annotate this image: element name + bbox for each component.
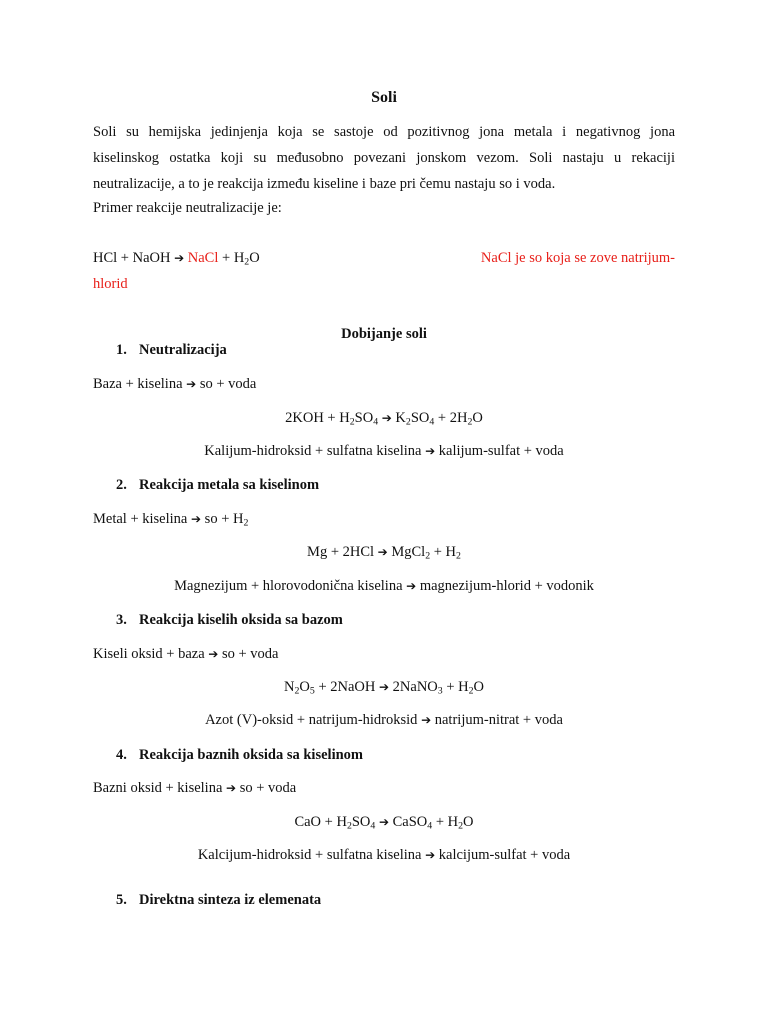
method-5-title: Direktna sinteza iz elemenata [139,892,322,908]
arrow-icon: ➔ [186,377,197,391]
method-2-general-left: Metal + kiselina [93,511,188,527]
example-reaction [93,251,260,266]
arrow-icon: ➔ [425,848,436,862]
method-1-heading [116,343,227,358]
method-3-words-left: Azot (V)-oksid + natrijum-hidroksid [205,712,418,728]
method-1-number: 1. [116,342,127,358]
reaction-arrow-icon: ➔ [174,251,185,265]
intro-line-2: kiselinskog ostatka koji su međusobno povezani jonskom vezom. Soli nastaju u rekaciji [93,150,675,166]
example-note-line1: NaCl je so koja se zove natrijum- [480,250,675,266]
method-3-equation: $N_2O_5$ + 2NaOH ➔ 2NaNO$_3$ + $H_2O$ [284,679,484,697]
method-3-title: Reakcija kiselih oksida sa bazom [139,612,343,628]
example-water-h: H [233,250,245,266]
arrow-icon: ➔ [378,680,390,694]
page-title: Soli [371,89,397,106]
method-2-heading [116,478,319,493]
method-1-words-left: Kalijum-hidroksid + sulfatna kiselina [204,443,422,459]
arrow-icon: ➔ [377,545,388,559]
method-2-words [0,579,768,594]
method-1-title: Neutralizacija [139,342,227,358]
method-4-words-right: kalcijum-sulfat + voda [438,847,571,863]
intro-line-1: Soli su hemijska jedinjenja koja se sastoje od pozitivnog jona metala i negativnog jona [93,124,675,140]
method-3-number: 3. [116,612,127,628]
method-3-general-right: so + voda [221,646,279,662]
section-heading: Dobijanje soli [341,326,427,342]
arrow-icon: ➔ [381,411,392,425]
method-4-general-left: Bazni oksid + kiselina [93,780,223,796]
method-1-words [0,444,768,459]
method-3-words-right: natrijum-nitrat + voda [434,712,563,728]
method-4-title: Reakcija baznih oksida sa kiselinom [139,747,363,763]
method-2-general-right: so + H [204,511,244,527]
example-water-o: O [249,250,260,266]
method-2-general-sub: 2 [243,517,249,529]
method-4-number: 4. [116,747,127,763]
method-1-general [93,377,256,392]
method-3-heading [116,613,343,628]
arrow-icon: ➔ [425,444,436,458]
method-4-heading [116,748,363,763]
arrow-icon: ➔ [190,512,202,526]
arrow-icon: ➔ [378,815,390,829]
method-4-words-left: Kalcijum-hidroksid + sulfatna kiselina [197,847,422,863]
arrow-icon: ➔ [208,647,219,661]
method-1-words-right: kalijum-sulfat + voda [438,443,564,459]
example-note-line2: hlorid [93,276,128,292]
method-4-words [0,848,768,863]
intro-line-3: neutralizacije, a to je reakcija između kiseline i baze pri čemu nastaju so i voda. [93,176,556,192]
arrow-icon: ➔ [421,713,432,727]
method-1-general-left: Baza + kiselina [93,376,183,392]
method-2-general [93,512,248,527]
method-2-title: Reakcija metala sa kiselinom [139,477,320,493]
example-plus: + [218,250,234,266]
method-5-heading [116,893,321,908]
example-label: Primer reakcije neutralizacije je: [93,200,282,216]
method-3-words [0,713,768,728]
method-2-words-right: magnezijum-hlorid + vodonik [419,578,594,594]
method-2-equation: Mg + 2HCl ➔ MgCl$_2$ + $H_2$ [307,544,461,562]
method-2-words-left: Magnezijum + hlorovodonična kiselina [174,578,403,594]
method-4-equation: CaO + $H_2SO_4$ ➔ CaSO$_4$ + $H_2O$ [294,814,474,832]
method-4-general-right: so + voda [239,780,297,796]
method-3-general-left: Kiseli oksid + baza [93,646,205,662]
example-salt: NaCl [187,250,219,266]
method-3-general [93,647,279,662]
example-reactants: HCl + NaOH [93,250,171,266]
arrow-icon: ➔ [226,781,237,795]
method-1-general-right: so + voda [199,376,257,392]
method-4-general [93,781,296,796]
method-5-number: 5. [116,892,127,908]
method-2-number: 2. [116,477,127,493]
arrow-icon: ➔ [406,579,417,593]
example-water-sub: 2 [244,256,250,268]
method-1-equation: $2KOH + H_2SO_4$ ➔ $K_2SO_4 + 2H_2O$ [285,410,483,428]
